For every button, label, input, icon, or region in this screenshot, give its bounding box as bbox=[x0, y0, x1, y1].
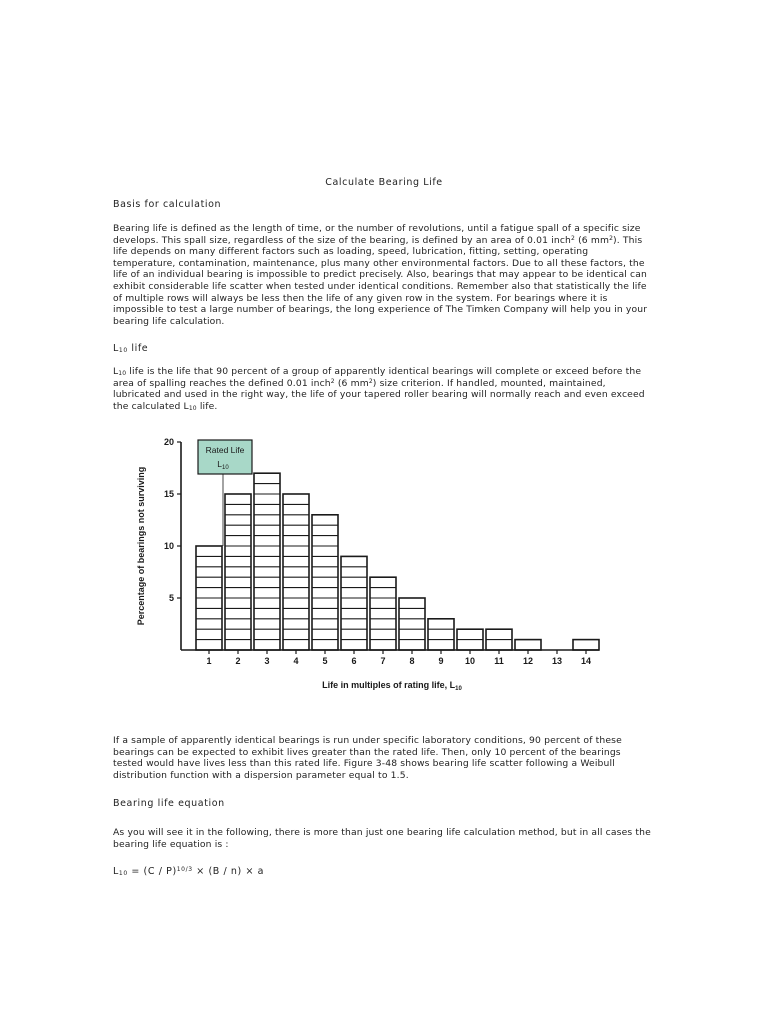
text-run: Bearing life is defined as the length of time, or the number of revolutions, until a fatigue spall of a specific size develops. This spall size, regardless of the size of the bearing, is defined by an area of 0.01 inch bbox=[113, 223, 641, 246]
superscript: 2 bbox=[330, 377, 335, 385]
text-run: = (C / P) bbox=[127, 866, 177, 877]
x-tick-label: 10 bbox=[464, 656, 476, 666]
section-heading-l10-life bbox=[113, 343, 148, 354]
x-tick-label: 6 bbox=[351, 656, 357, 666]
y-axis-label: Percentage of bearings not surviving bbox=[136, 466, 146, 626]
paragraph-laboratory-conditions: If a sample of apparently identical bearings is run under specific laboratory conditions, 90 percent of these bearings can be expected to exhibit lives greater than the rated life. Then, only 10 percent of the bearings tested would have lives less than this rated life. Figure 3-48 shows bearing life scatter following a Weibull distribution function with a dispersion parameter equal to 1.5. bbox=[113, 735, 622, 781]
x-tick-label: 9 bbox=[438, 656, 444, 666]
bar-2 bbox=[225, 494, 251, 650]
text-run: (6 mm bbox=[334, 377, 369, 389]
rated-life-subscript: 10 bbox=[222, 465, 229, 471]
x-tick-label: 7 bbox=[380, 656, 386, 666]
paragraph-bearing-life-definition bbox=[113, 223, 653, 327]
bearing-life-equation bbox=[113, 866, 264, 877]
bar-5 bbox=[312, 515, 338, 650]
x-tick-label: 1 bbox=[206, 656, 212, 666]
bar-3 bbox=[254, 473, 280, 650]
text-run: L bbox=[113, 343, 119, 354]
bar-11 bbox=[486, 629, 512, 650]
subscript: 10 bbox=[118, 370, 127, 377]
x-tick-label: 12 bbox=[522, 656, 534, 666]
bar-12 bbox=[515, 640, 541, 650]
bar-4 bbox=[283, 494, 309, 650]
bar-rect bbox=[428, 619, 454, 650]
superscript: 2 bbox=[571, 234, 575, 242]
y-tick-label: 5 bbox=[168, 593, 174, 603]
x-axis-label bbox=[322, 680, 462, 692]
x-tick-label: 4 bbox=[293, 656, 299, 666]
y-tick-label: 10 bbox=[163, 541, 174, 551]
superscript: 2 bbox=[609, 234, 614, 242]
subscript: 10 bbox=[188, 404, 197, 412]
x-tick-label: 8 bbox=[409, 656, 415, 666]
subscript: 10 bbox=[118, 347, 128, 354]
bar-9 bbox=[428, 619, 454, 650]
bar-10 bbox=[457, 629, 483, 650]
superscript: 10/3 bbox=[176, 866, 193, 873]
bar-rect bbox=[225, 494, 251, 650]
section-heading-equation: Bearing life equation bbox=[113, 798, 225, 809]
bar-rect bbox=[283, 494, 309, 650]
paragraph-equation-intro: As you will see it in the following, there is more than just one bearing life calculation method, but in all cases the bearing life equation is : bbox=[113, 827, 651, 850]
text-run: L bbox=[113, 366, 119, 377]
subscript: 10 bbox=[118, 870, 128, 877]
y-tick-label: 15 bbox=[163, 489, 174, 499]
x-axis-label-text: Life in multiples of rating life, L bbox=[322, 680, 456, 690]
bar-rect bbox=[515, 640, 541, 650]
text-run: life. bbox=[196, 400, 218, 412]
text-run: ) size criterion. If handled, mounted, maintained, lubricated and used in the right way, the life of your tapered roller bearing will normally reach and even exceed the calculated L bbox=[113, 377, 645, 412]
text-run: × (B / n) × a bbox=[192, 866, 265, 877]
page-title: Calculate Bearing Life bbox=[325, 177, 443, 188]
x-tick-label: 2 bbox=[235, 656, 241, 666]
paragraph-l10-definition bbox=[113, 366, 653, 412]
x-tick-label: 3 bbox=[264, 656, 270, 666]
section-heading-basis: Basis for calculation bbox=[113, 199, 222, 210]
bar-6 bbox=[341, 556, 367, 650]
rated-life-label: Rated Life bbox=[205, 445, 245, 455]
bearing-life-histogram bbox=[130, 432, 610, 697]
text-run: life bbox=[127, 343, 149, 354]
bar-rect bbox=[341, 556, 367, 650]
text-run: ). This life depends on many different factors such as loading, speed, lubrication, fitting, setting, operating temperature, contamination, maintenance, plus many other environmental factors. Due to all these factors, the life of an individual bearing is impossible to predict precisely. Also, bearings that may appear to be identical can exhibit considerable life scatter when tested under identical conditions. Remember also that statistically the life of multiple rows will always be less then the life of any given row in the system. For bearings where it is impossible to test a large number of bearings, the long experience of The Timken Company will help you in your bearing life calculation. bbox=[113, 234, 648, 327]
y-tick-label: 20 bbox=[163, 437, 174, 447]
x-tick-label: 5 bbox=[322, 656, 328, 666]
rated-life-l: L bbox=[217, 459, 223, 469]
bar-rect bbox=[399, 598, 425, 650]
bar-rect bbox=[573, 640, 599, 650]
x-axis-label-subscript: 10 bbox=[455, 686, 462, 692]
bar-14 bbox=[573, 640, 599, 650]
bars-layer bbox=[196, 473, 599, 650]
text-run: (6 mm bbox=[575, 234, 610, 246]
x-tick-label: 13 bbox=[551, 656, 563, 666]
text-run: L bbox=[113, 866, 119, 877]
x-tick-label: 14 bbox=[580, 656, 592, 666]
x-tick-label: 11 bbox=[494, 656, 504, 666]
bar-7 bbox=[370, 577, 396, 650]
bar-rect bbox=[254, 473, 280, 650]
bar-8 bbox=[399, 598, 425, 650]
text-run: life is the life that 90 percent of a group of apparently identical bearings will complete or exceed before the area of spalling reaches the defined 0.01 inch bbox=[113, 366, 642, 389]
superscript: 2 bbox=[368, 377, 373, 385]
bar-1 bbox=[196, 546, 222, 650]
